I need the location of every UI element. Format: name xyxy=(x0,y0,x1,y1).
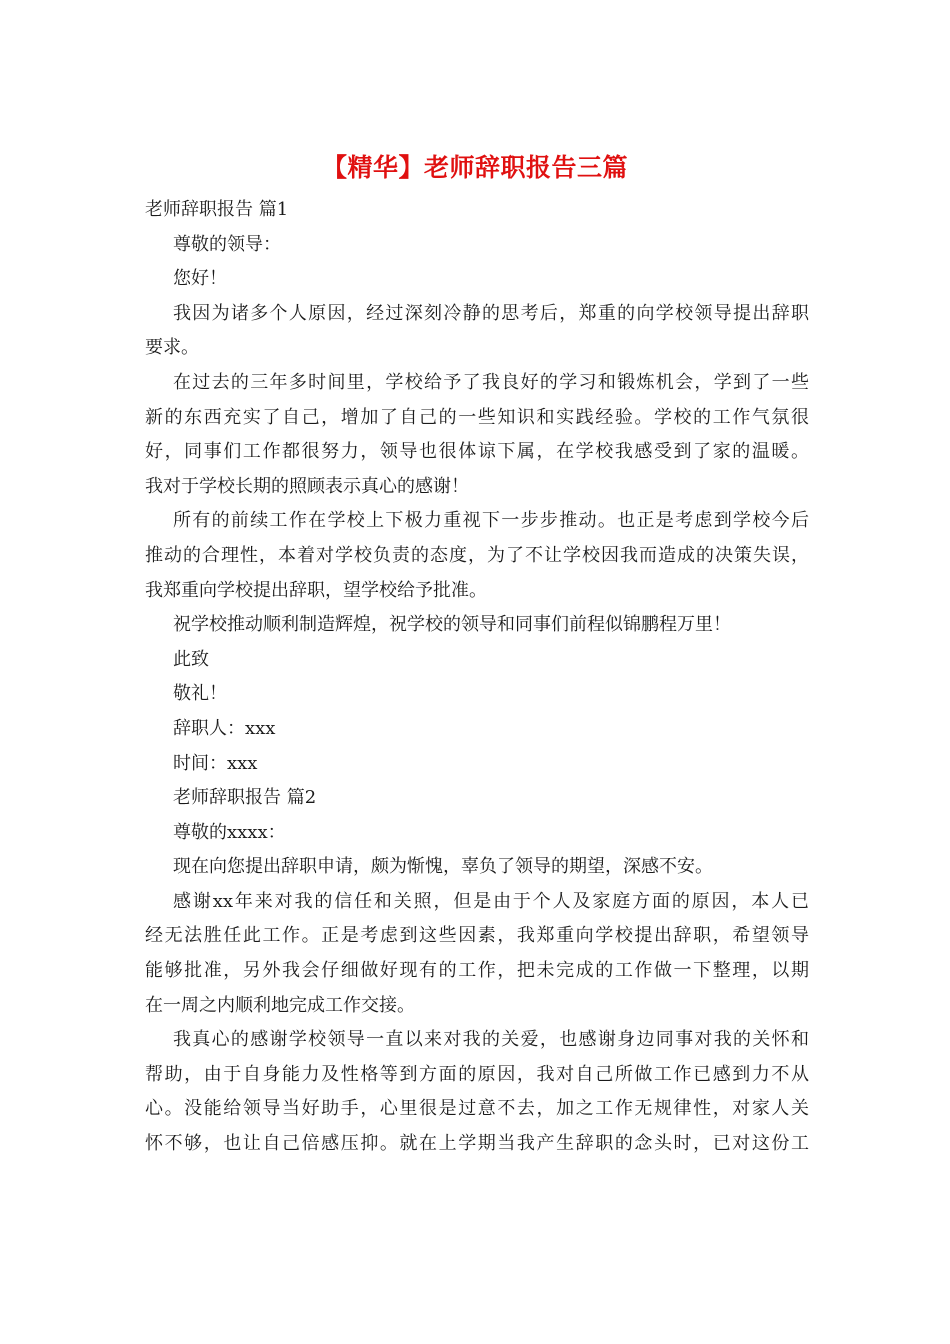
text-line: 所有的前续工作在学校上下极力重视下一步步推动。也正是考虑到学校今后 xyxy=(173,510,809,532)
text-line: 尊敬的xxxx： xyxy=(173,821,286,843)
text-line: 老师辞职报告 篇2 xyxy=(173,787,317,809)
text-line: 在一周之内顺利地完成工作交接。 xyxy=(145,994,415,1016)
text-line: 时间：xxx xyxy=(173,752,258,774)
text-line: 敬礼！ xyxy=(173,683,227,705)
text-line: 帮助，由于自身能力及性格等到方面的原因，我对自己所做工作已感到力不从 xyxy=(145,1063,809,1085)
text-line: 心。没能给领导当好助手，心里很是过意不去，加之工作无规律性，对家人关 xyxy=(145,1098,809,1120)
text-line: 我因为诸多个人原因，经过深刻冷静的思考后，郑重的向学校领导提出辞职 xyxy=(173,302,809,324)
text-line: 推动的合理性，本着对学校负责的态度，为了不让学校因我而造成的决策失误， xyxy=(145,544,809,566)
document-title: 【精华】老师辞职报告三篇 xyxy=(321,153,628,182)
text-line: 我真心的感谢学校领导一直以来对我的关爱，也感谢身边同事对我的关怀和 xyxy=(173,1029,809,1051)
text-line: 祝学校推动顺利制造辉煌，祝学校的领导和同事们前程似锦鹏程万里！ xyxy=(173,614,731,636)
text-line: 辞职人：xxx xyxy=(173,717,276,739)
text-line: 此致 xyxy=(173,648,209,670)
text-line: 您好！ xyxy=(173,268,227,290)
text-line: 经无法胜任此工作。正是考虑到这些因素，我郑重向学校提出辞职，希望领导 xyxy=(145,925,809,947)
text-line: 新的东西充实了自己，增加了自己的一些知识和实践经验。学校的工作气氛很 xyxy=(145,406,809,428)
document-body xyxy=(145,193,809,1162)
text-line: 老师辞职报告 篇1 xyxy=(145,199,289,220)
text-line: 怀不够，也让自己倍感压抑。就在上学期当我产生辞职的念头时，已对这份工 xyxy=(145,1133,809,1155)
text-line: 在过去的三年多时间里，学校给予了我良好的学习和锻炼机会，学到了一些 xyxy=(173,371,809,393)
text-line: 尊敬的领导： xyxy=(173,233,281,255)
text-line: 能够批准，另外我会仔细做好现有的工作，把未完成的工作做一下整理，以期 xyxy=(145,960,809,982)
text-line: 现在向您提出辞职申请，颇为惭愧，辜负了领导的期望，深感不安。 xyxy=(173,856,713,878)
text-line: 我郑重向学校提出辞职，望学校给予批准。 xyxy=(145,579,487,601)
text-line: 感谢xx年来对我的信任和关照，但是由于个人及家庭方面的原因，本人已 xyxy=(173,890,809,912)
text-line: 我对于学校长期的照顾表示真心的感谢！ xyxy=(145,475,469,497)
text-line: 好，同事们工作都很努力，领导也很体谅下属，在学校我感受到了家的温暖。 xyxy=(145,441,809,463)
text-line: 要求。 xyxy=(145,337,199,359)
